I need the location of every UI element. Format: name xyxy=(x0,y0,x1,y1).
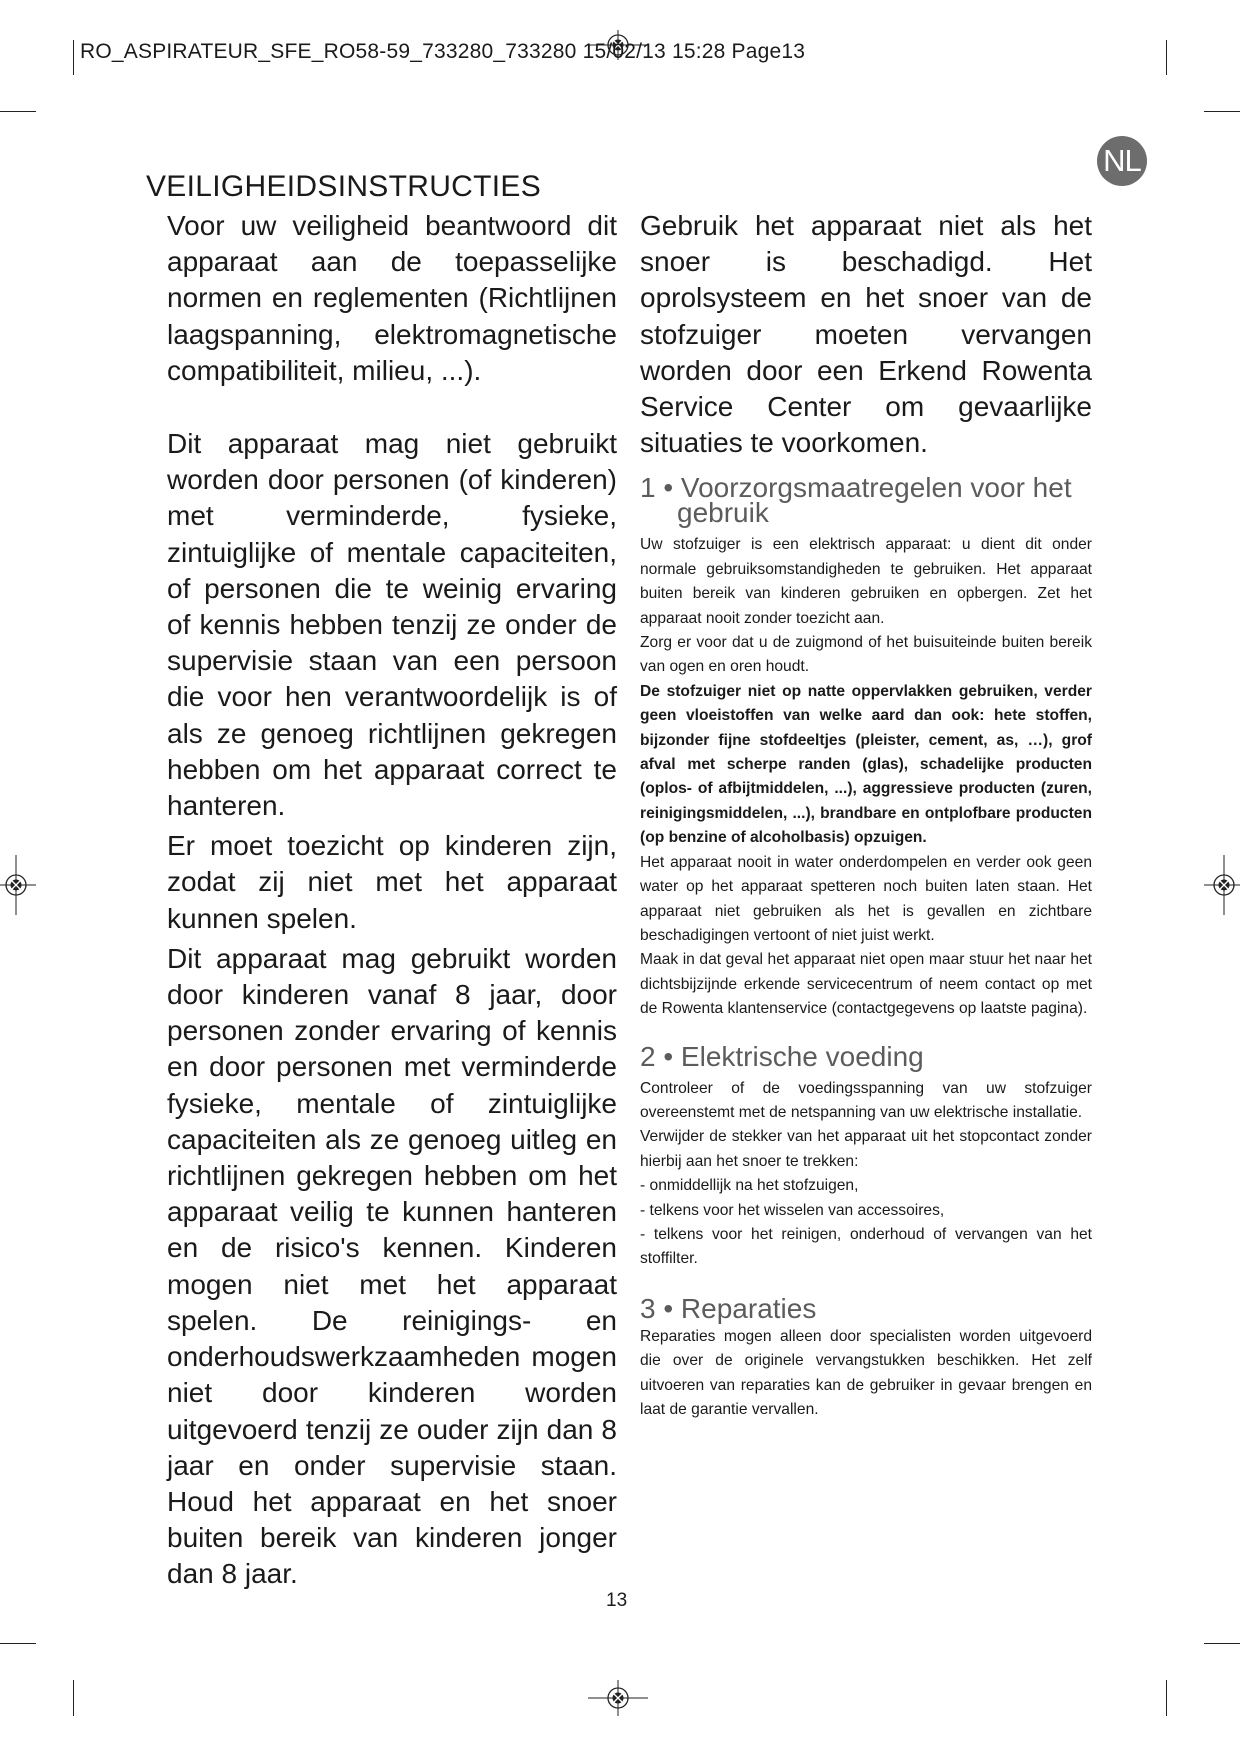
crop-mark-bottom-left-h xyxy=(0,1643,36,1644)
section-1-heading-line-1: 1 • Voorzorgsmaatregelen voor het xyxy=(640,472,1072,504)
right-intro-paragraph: Gebruik het apparaat niet als het snoer is beschadigd. Het oprolsysteem en het snoer van de stofzuiger moeten vervangen worden door een Erkend Rowenta Service Center om gevaarlijke situaties te voorkomen. xyxy=(640,210,1092,459)
crop-mark-bottom-right-v xyxy=(1166,1680,1167,1716)
right-column xyxy=(640,208,1092,1422)
section-1-heading xyxy=(640,472,1092,529)
section-1-warning-paragraph: De stofzuiger niet op natte oppervlakken gebruiken, verder geen vloeistoffen van welke aard dan ook: hete stoffen, bijzonder fijne stofdeeltjes (pleister, cement, as, …), grof afval met scherpe randen (glas), schadelijke producten (oplos- of afbijtmiddelen, ...), aggressieve producten (zuren, reinigingsmiddelen, ...), brandbare en ontplofbare producten (op benzine of alcoholbasis) opzuigen. xyxy=(640,682,1092,847)
left-paragraph-4: Dit apparaat mag gebruikt worden door kinderen vanaf 8 jaar, door personen zonder ervaring of kennis en door personen met verminderde fysieke, mentale of zintuiglijke capaciteiten als ze genoeg uitleg en richtlijnen gekregen hebben om het apparaat veilig te kunnen hanteren en de risico's kennen. Kinderen mogen niet met het apparaat spelen. De reinigings- en onderhoudswerkzaamheden mogen niet door kinderen worden uitgevoerd tenzij ze ouder zijn dan 8 jaar en onder supervisie staan. Houd het apparaat en het snoer buiten bereik van kinderen jonger dan 8 jaar. xyxy=(167,942,617,1590)
language-badge: NL xyxy=(1097,136,1147,186)
section-1-heading-line-2: gebruik xyxy=(677,497,769,529)
crop-mark-top-right-h xyxy=(1204,111,1240,112)
crop-mark-top-right-v xyxy=(1166,40,1167,75)
left-paragraph-1: Voor uw veiligheid beantwoord dit apparaat aan de toepasselijke normen en reglementen (Richtlijnen laagspanning, elektromagnetische compatibiliteit, milieu, ...). xyxy=(167,210,617,386)
crop-mark-top-left-v xyxy=(73,40,74,75)
left-paragraph-3: Er moet toezicht op kinderen zijn, zodat zij niet met het apparaat kunnen spelen. xyxy=(167,830,617,934)
section-2-bullet-2: - telkens voor het wisselen van accessoires, xyxy=(640,1201,945,1219)
section-2-bullet-1: - onmiddellijk na het stofzuigen, xyxy=(640,1177,859,1195)
page-number: 13 xyxy=(606,1590,628,1611)
section-1-paragraph-5: Maak in dat geval het apparaat niet open maar stuur het naar het dichtsbijzijnde erkende servicecentrum of neem contact op met de Rowenta klantenservice (contactgegevens op laatste pagina). xyxy=(640,951,1092,1018)
section-3-heading: 3 • Reparaties xyxy=(640,1292,817,1324)
crop-mark-bottom-left-v xyxy=(73,1680,74,1716)
section-3-paragraph-1: Reparaties mogen alleen door specialisten worden uitgevoerd die over de originele vervangstukken beschikken. Het zelf uitvoeren van reparaties kan de gebruiker in gevaar brengen en laat de garantie vervallen. xyxy=(640,1327,1092,1419)
registration-mark-icon xyxy=(1204,855,1240,915)
section-2-heading: 2 • Elektrische voeding xyxy=(640,1040,924,1072)
section-1-paragraph-4: Het apparaat nooit in water onderdompelen en verder ook geen water op het apparaat spetteren noch buiten laten staan. Het apparaat niet gebruiken als het is gevallen en zichtbare beschadigingen vertoont of niet juist werkt. xyxy=(640,853,1092,944)
section-2-paragraph-1: Controleer of de voedingsspanning van uw stofzuiger overeenstemt met de netspanning van uw elektrische installatie. xyxy=(640,1079,1092,1121)
crop-mark-top-left-h xyxy=(0,111,36,112)
section-2-bullet-3: - telkens voor het reinigen, onderhoud of vervangen van het stoffilter. xyxy=(640,1225,1092,1268)
left-paragraph-2: Dit apparaat mag niet gebruikt worden door personen (of kinderen) met verminderde, fysieke, zintuiglijke of mentale capaciteiten, of personen die te weinig ervaring of kennis hebben tenzij ze onder de supervisie staan van een persoon die voor hen verantwoordelijk is of als ze genoeg richtlijnen gekregen hebben om het apparaat correct te hanteren. xyxy=(167,428,617,822)
crop-mark-bottom-right-h xyxy=(1204,1643,1240,1644)
registration-mark-icon xyxy=(588,1680,648,1716)
print-header: RO_ASPIRATEUR_SFE_RO58-59_733280_733280 15/02/13 15:28 Page13 xyxy=(80,40,806,63)
section-1-paragraph-1: Uw stofzuiger is een elektrisch apparaat: u dient dit onder normale gebruiksomstandigheden te gebruiken. Het apparaat buiten bereik van kinderen gebruiken en opbergen. Zet het apparaat nooit zonder toezicht aan. xyxy=(640,536,1092,627)
section-2-paragraph-2: Verwijder de stekker van het apparaat uit het stopcontact zonder hierbij aan het snoer te trekken: xyxy=(640,1128,1092,1170)
registration-mark-icon xyxy=(0,855,36,915)
page-title: VEILIGHEIDSINSTRUCTIES xyxy=(146,170,542,203)
section-1-paragraph-2: Zorg er voor dat u de zuigmond of het buisuiteinde buiten bereik van ogen en oren houdt. xyxy=(640,634,1092,676)
left-column xyxy=(167,208,617,1593)
